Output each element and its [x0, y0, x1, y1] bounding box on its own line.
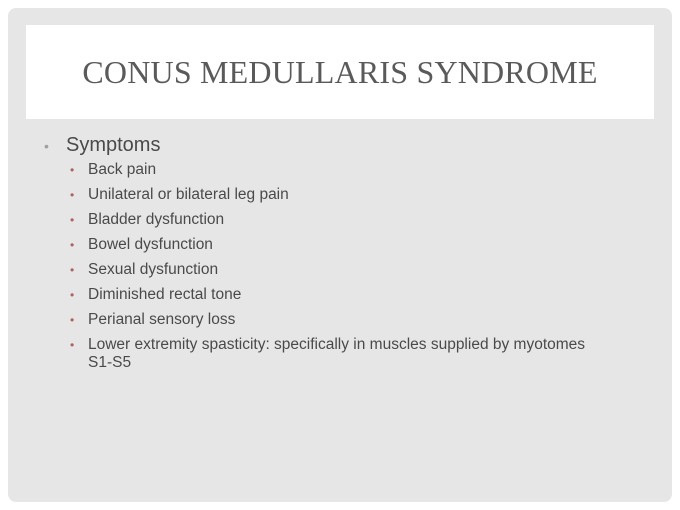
- list-item-text: Bowel dysfunction: [88, 236, 213, 253]
- bullet-dot-icon: •: [44, 138, 49, 154]
- list-item-text: Unilateral or bilateral leg pain: [88, 186, 289, 203]
- bullet-dot-icon: •: [70, 188, 75, 202]
- list-item: [70, 311, 644, 329]
- list-item-text: Perianal sensory loss: [88, 311, 236, 328]
- bullet-dot-icon: •: [70, 163, 75, 177]
- heading-text: Symptoms: [66, 134, 161, 156]
- bullet-dot-icon: •: [70, 338, 75, 352]
- list-item: [70, 261, 644, 279]
- slide: [8, 8, 672, 502]
- list-item: [70, 336, 644, 372]
- slide-title: CONUS MEDULLARIS SYNDROME: [82, 53, 598, 90]
- list-item-text: Back pain: [88, 161, 157, 178]
- list-item-text: Sexual dysfunction: [88, 261, 219, 278]
- list-item-text: Diminished rectal tone: [88, 286, 242, 303]
- bullet-heading-symptoms: [44, 132, 644, 159]
- list-item: [70, 236, 644, 254]
- slide-content: [44, 132, 644, 379]
- bullet-dot-icon: •: [70, 213, 75, 227]
- bullet-dot-icon: •: [70, 263, 75, 277]
- title-box: [26, 25, 654, 119]
- list-item-text: Lower extremity spasticity: specifically in muscles supplied by myotomes S1-S5: [88, 336, 586, 371]
- bullet-dot-icon: •: [70, 313, 75, 327]
- bullet-dot-icon: •: [70, 238, 75, 252]
- list-item-text: Bladder dysfunction: [88, 211, 225, 228]
- list-item: [70, 161, 644, 179]
- list-item: [70, 211, 644, 229]
- bullet-dot-icon: •: [70, 288, 75, 302]
- list-item: [70, 186, 644, 204]
- symptom-list: [44, 161, 644, 372]
- list-item: [70, 286, 644, 304]
